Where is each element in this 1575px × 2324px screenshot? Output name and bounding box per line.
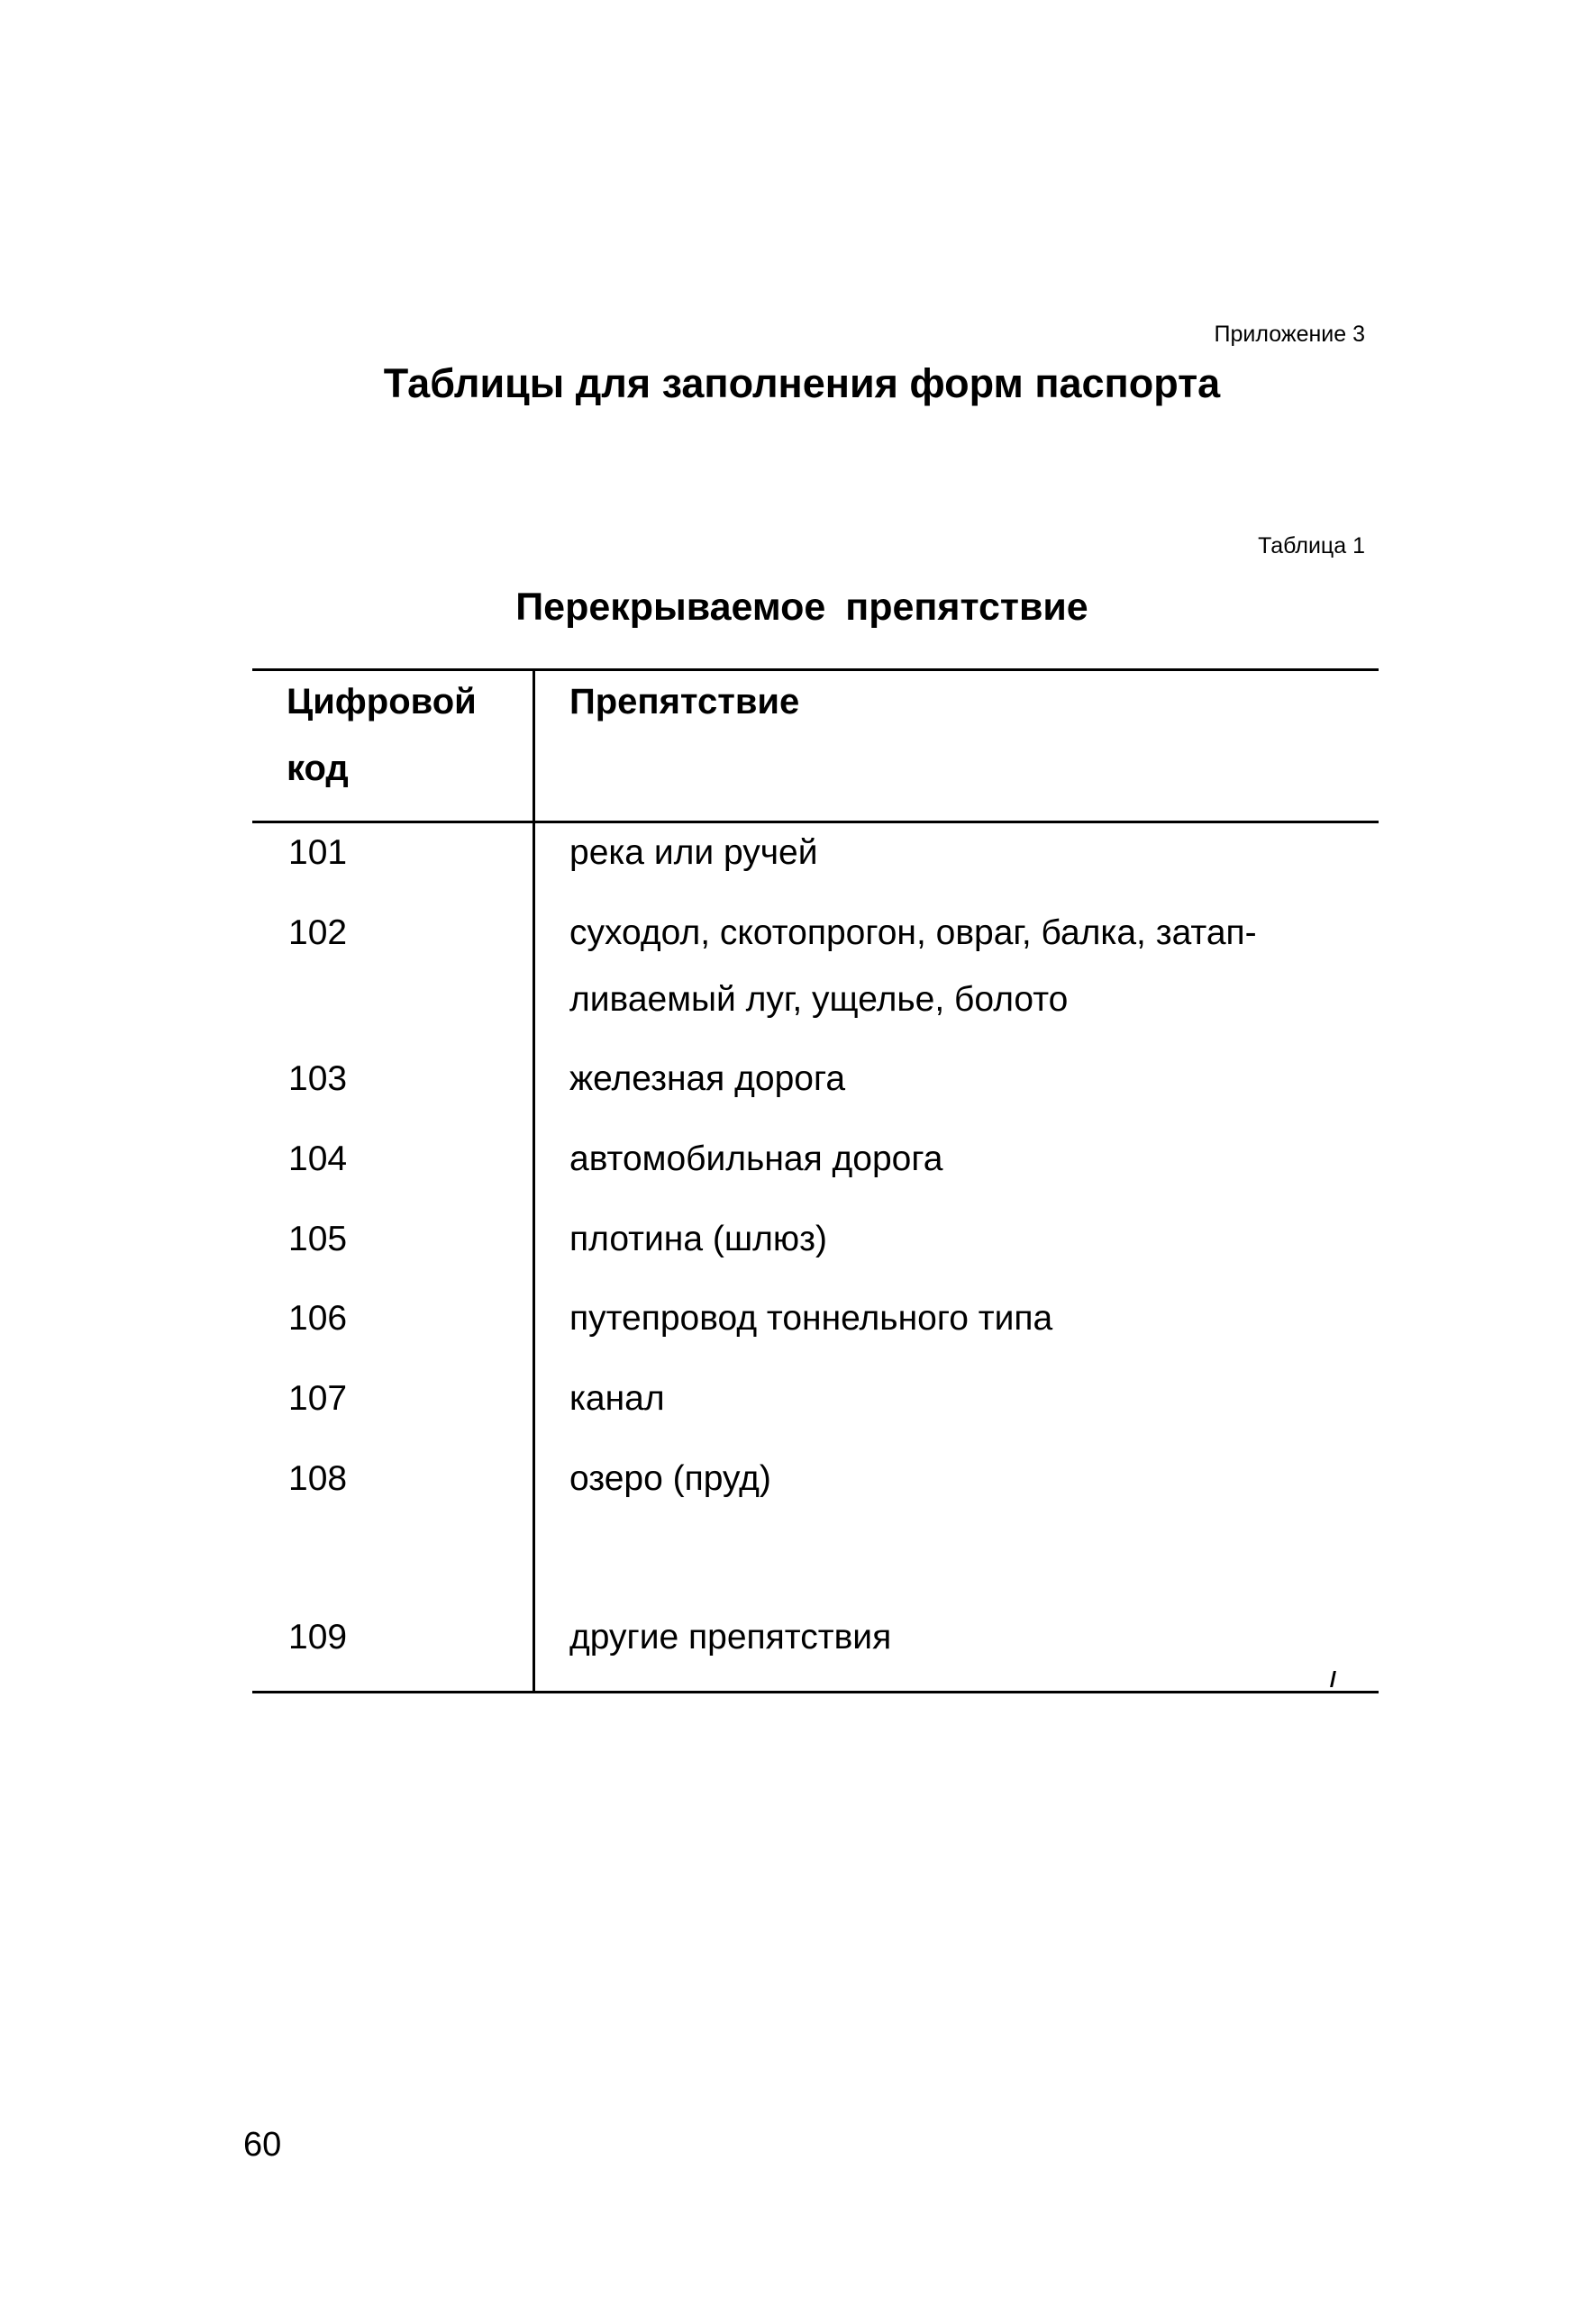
table-label: Таблица 1 xyxy=(1258,533,1365,558)
table-bottom-border xyxy=(252,1691,1379,1693)
appendix-label: Приложение 3 xyxy=(1214,322,1365,347)
row-101-obstacle: река или ручей xyxy=(569,833,818,872)
page-title: Таблицы для заполнения форм паспорта xyxy=(383,360,1221,406)
row-102-code: 102 xyxy=(288,913,348,952)
column-header-code-line1: Цифровой xyxy=(287,682,477,722)
row-108-code: 108 xyxy=(288,1459,348,1498)
row-103-code: 103 xyxy=(288,1059,348,1098)
row-107-obstacle: канал xyxy=(569,1379,665,1418)
row-105-code: 105 xyxy=(288,1220,348,1258)
row-106-code: 106 xyxy=(288,1299,348,1338)
scan-artifact-mark xyxy=(1330,1671,1336,1687)
table-title: Перекрываемое препятствие xyxy=(515,586,1088,629)
row-107-code: 107 xyxy=(288,1379,348,1418)
row-102-obstacle-line1: суходол, скотопрогон, овраг, балка, затап- xyxy=(569,913,1257,952)
row-101-code: 101 xyxy=(288,833,348,872)
column-header-obstacle: Препятствие xyxy=(569,682,800,722)
row-104-obstacle: автомобильная дорога xyxy=(569,1139,943,1178)
row-108-obstacle: озеро (пруд) xyxy=(569,1459,771,1498)
table-column-divider xyxy=(533,668,535,1693)
row-103-obstacle: железная дорога xyxy=(569,1059,846,1098)
row-109-obstacle: другие препятствия xyxy=(569,1618,892,1657)
row-106-obstacle: путепровод тоннельного типа xyxy=(569,1299,1053,1338)
page-number: 60 xyxy=(243,2126,282,2164)
column-header-code-line2: код xyxy=(287,749,349,788)
row-104-code: 104 xyxy=(288,1139,348,1178)
row-105-obstacle: плотина (шлюз) xyxy=(569,1220,828,1258)
row-102-obstacle-line2: ливаемый луг, ущелье, болото xyxy=(569,980,1069,1019)
row-109-code: 109 xyxy=(288,1618,348,1657)
